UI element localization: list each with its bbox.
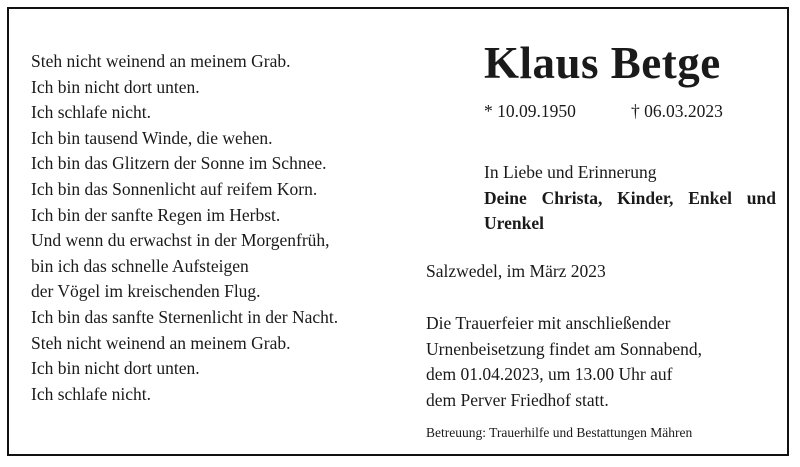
poem-line: Ich bin das sanfte Sternenlicht in der Nacht. [31, 306, 339, 327]
ceremony-line: dem Perver Friedhof statt. [426, 389, 609, 410]
ceremony-line: dem 01.04.2023, um 13.00 Uhr auf [426, 364, 673, 385]
poem-line: Ich schlafe nicht. [31, 383, 152, 404]
mourners: Deine Christa, Kinder, Enkel und Urenkel [484, 187, 776, 234]
place-date: Salzwedel, im März 2023 [426, 261, 606, 281]
funeral-service-credit: Betreuung: Trauerhilfe und Bestattungen Mähren [426, 425, 693, 440]
memory-intro: In Liebe und Erinnerung [484, 162, 657, 182]
death-date: † 06.03.2023 [631, 101, 723, 121]
poem-line: Ich bin nicht dort unten. [31, 76, 200, 97]
memory-block [484, 160, 776, 237]
ceremony-info [426, 311, 702, 413]
ceremony-line: Die Trauerfeier mit anschließender [426, 313, 671, 333]
ceremony-line: Urnenbeisetzung findet am Sonnabend, [426, 338, 703, 359]
poem-line: bin ich das schnelle Aufsteigen [31, 255, 249, 276]
poem-line: Ich bin tausend Winde, die wehen. [31, 127, 273, 148]
poem-line: Ich bin das Glitzern der Sonne im Schnee. [31, 153, 327, 174]
poem-line: Ich bin nicht dort unten. [31, 358, 200, 379]
birth-date: * 10.09.1950 [484, 101, 576, 121]
deceased-name: Klaus Betge [484, 38, 721, 88]
poem [31, 49, 338, 407]
poem-line: Und wenn du erwachst in der Morgenfrüh, [31, 230, 330, 251]
poem-line: der Vögel im kreischenden Flug. [31, 281, 261, 302]
poem-line: Ich bin der sanfte Regen im Herbst. [31, 204, 281, 225]
poem-line: Ich bin das Sonnenlicht auf reifem Korn. [31, 178, 318, 199]
poem-line: Steh nicht weinend an meinem Grab. [31, 332, 291, 353]
poem-line: Steh nicht weinend an meinem Grab. [31, 51, 291, 71]
poem-line: Ich schlafe nicht. [31, 102, 152, 123]
